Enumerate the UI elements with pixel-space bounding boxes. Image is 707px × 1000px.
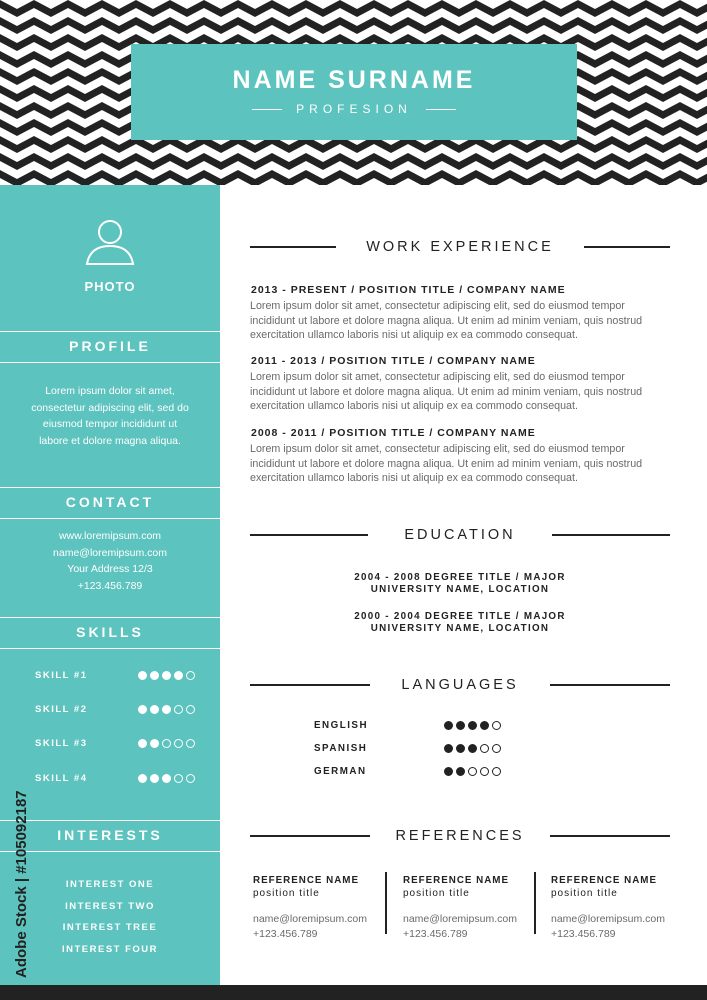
language-rating (444, 721, 501, 730)
reference-position: position title (253, 888, 320, 899)
reference-phone: +123.456.789 (403, 927, 468, 940)
skill-row (35, 771, 195, 785)
full-name: NAME SURNAME (232, 66, 476, 94)
section-title: WORK EXPERIENCE (366, 239, 554, 255)
interests-heading: INTERESTS (0, 820, 220, 852)
education-heading (250, 525, 670, 545)
language-row (314, 741, 514, 755)
reference-email[interactable]: name@loremipsum.com (551, 913, 665, 925)
section-title: REFERENCES (395, 828, 525, 844)
rating-dot-empty (492, 744, 501, 753)
stock-watermark (13, 768, 33, 978)
rating-dot-empty (162, 739, 171, 748)
contact-website[interactable]: www.loremipsum.com (58, 530, 162, 542)
rating-dot-filled (150, 705, 159, 714)
job-title: 2011 - 2013 / POSITION TITLE / COMPANY NAME (251, 355, 536, 367)
rating-dot-empty (186, 671, 195, 680)
rating-dot-empty (492, 721, 501, 730)
reference-card (253, 875, 393, 941)
rating-dot-empty (174, 705, 183, 714)
heading-rule (250, 835, 370, 837)
language-rating (444, 744, 501, 753)
contact-heading: CONTACT (0, 487, 220, 519)
section-title: EDUCATION (404, 527, 516, 543)
watermark-text: Adobe Stock | #105092187 (13, 790, 30, 978)
rating-dot-filled (444, 767, 453, 776)
heading-rule (550, 684, 670, 686)
heading-rule (250, 534, 368, 536)
rating-dot-filled (138, 705, 147, 714)
heading-rule (584, 246, 670, 248)
rating-dot-filled (480, 721, 489, 730)
reference-contact (551, 912, 691, 941)
rating-dot-filled (138, 774, 147, 783)
rating-dot-empty (174, 739, 183, 748)
language-label: GERMAN (314, 765, 367, 777)
heading-rule (550, 835, 670, 837)
profile-heading: PROFILE (0, 331, 220, 363)
rating-dot-filled (150, 774, 159, 783)
job-entry (250, 355, 670, 414)
heading-rule (250, 246, 336, 248)
skill-row (35, 702, 195, 716)
rating-dot-empty (468, 767, 477, 776)
rating-dot-filled (456, 744, 465, 753)
job-title: 2008 - 2011 / POSITION TITLE / COMPANY NAME (251, 427, 536, 439)
work-experience-heading (250, 237, 670, 257)
reference-card (403, 875, 543, 941)
person-icon (84, 218, 136, 266)
profession: PROFESION (296, 102, 412, 116)
interests-list (0, 874, 220, 960)
skill-row (35, 736, 195, 750)
skill-rating (138, 739, 195, 748)
interest-item: INTEREST TWO (65, 900, 155, 912)
job-description: Lorem ipsum dolor sit amet, consectetur adipiscing elit, sed do eiusmod tempor incididunt ut labore et dolore magna aliqua. Ut enim ad minim veniam, quis nostrud exercitation ullamco laboris nisi ut aliquip ex ea commodo consequat. (250, 300, 643, 341)
interest-item: INTEREST TREE (62, 922, 158, 933)
profession-rule-right (426, 109, 456, 110)
rating-dot-filled (444, 744, 453, 753)
language-row (314, 764, 514, 778)
skills-heading: SKILLS (0, 617, 220, 649)
rating-dot-filled (456, 767, 465, 776)
skill-label: SKILL #1 (35, 669, 88, 681)
rating-dot-filled (150, 671, 159, 680)
rating-dot-filled (174, 671, 183, 680)
rating-dot-empty (480, 744, 489, 753)
job-entry (250, 427, 670, 486)
reference-position: position title (551, 888, 618, 899)
heading-rule (250, 684, 370, 686)
rating-dot-empty (492, 767, 501, 776)
reference-email[interactable]: name@loremipsum.com (403, 913, 517, 925)
rating-dot-empty (186, 739, 195, 748)
rating-dot-filled (456, 721, 465, 730)
language-row (314, 718, 514, 732)
references-heading (250, 826, 670, 846)
interest-item: INTEREST FOUR (61, 943, 159, 955)
education-degree: 2000 - 2004 DEGREE TITLE / MAJOR (354, 611, 566, 622)
contact-address: Your Address 12/3 (67, 563, 153, 575)
language-label: SPANISH (314, 742, 368, 754)
rating-dot-filled (162, 774, 171, 783)
reference-contact (403, 912, 543, 941)
interest-item: INTEREST ONE (65, 879, 155, 890)
reference-phone: +123.456.789 (551, 927, 616, 940)
education-degree: 2004 - 2008 DEGREE TITLE / MAJOR (354, 572, 566, 583)
rating-dot-filled (162, 671, 171, 680)
languages-heading (250, 675, 670, 695)
rating-dot-filled (138, 739, 147, 748)
sidebar (0, 185, 220, 985)
rating-dot-filled (444, 721, 453, 730)
language-rating (444, 767, 501, 776)
rating-dot-empty (186, 774, 195, 783)
contact-phone: +123.456.789 (77, 579, 143, 592)
job-entry (250, 284, 670, 343)
education-university: UNIVERSITY NAME, LOCATION (370, 584, 550, 595)
job-title: 2013 - PRESENT / POSITION TITLE / COMPANY NAME (251, 284, 566, 296)
reference-email[interactable]: name@loremipsum.com (253, 913, 367, 925)
job-description: Lorem ipsum dolor sit amet, consectetur adipiscing elit, sed do eiusmod tempor incididunt ut labore et dolore magna aliqua. Ut enim ad minim veniam, quis nostrud exercitation ullamco laboris nisi ut aliquip ex ea commodo consequat. (250, 371, 643, 412)
skill-rating (138, 774, 195, 783)
profile-text: Lorem ipsum dolor sit amet, consectetur adipiscing elit, sed do eiusmod tempor incididunt ut labore et dolore magna aliqua. (31, 385, 189, 447)
reference-position: position title (403, 888, 470, 899)
rating-dot-empty (480, 767, 489, 776)
language-label: ENGLISH (314, 719, 369, 731)
profession-rule-left (252, 109, 282, 110)
rating-dot-empty (186, 705, 195, 714)
skill-label: SKILL #4 (35, 772, 88, 784)
rating-dot-filled (468, 721, 477, 730)
profession-row (131, 102, 577, 116)
skill-rating (138, 671, 195, 680)
rating-dot-filled (138, 671, 147, 680)
reference-name: REFERENCE NAME (403, 875, 509, 886)
header-banner (0, 0, 707, 185)
reference-divider (534, 872, 536, 934)
skill-rating (138, 705, 195, 714)
reference-card (551, 875, 691, 941)
name-box (131, 44, 577, 140)
contact-list (0, 528, 220, 594)
rating-dot-filled (468, 744, 477, 753)
education-entry (250, 611, 670, 635)
education-entry (250, 572, 670, 596)
education-university: UNIVERSITY NAME, LOCATION (370, 623, 550, 634)
heading-rule (552, 534, 670, 536)
reference-divider (385, 872, 387, 934)
skill-label: SKILL #3 (35, 737, 88, 749)
section-title: LANGUAGES (401, 677, 519, 693)
rating-dot-filled (162, 705, 171, 714)
job-description: Lorem ipsum dolor sit amet, consectetur adipiscing elit, sed do eiusmod tempor incididunt ut labore et dolore magna aliqua. Ut enim ad minim veniam, quis nostrud exercitation ullamco laboris nisi ut aliquip ex ea commodo consequat. (250, 443, 643, 484)
skill-label: SKILL #2 (35, 703, 88, 715)
reference-name: REFERENCE NAME (253, 875, 359, 886)
footer-bar (0, 985, 707, 1000)
reference-contact (253, 912, 393, 941)
rating-dot-empty (174, 774, 183, 783)
skill-row (35, 668, 195, 682)
reference-phone: +123.456.789 (253, 927, 318, 940)
contact-email[interactable]: name@loremipsum.com (53, 546, 167, 559)
reference-name: REFERENCE NAME (551, 875, 657, 886)
photo-label: PHOTO (84, 279, 136, 294)
rating-dot-filled (150, 739, 159, 748)
